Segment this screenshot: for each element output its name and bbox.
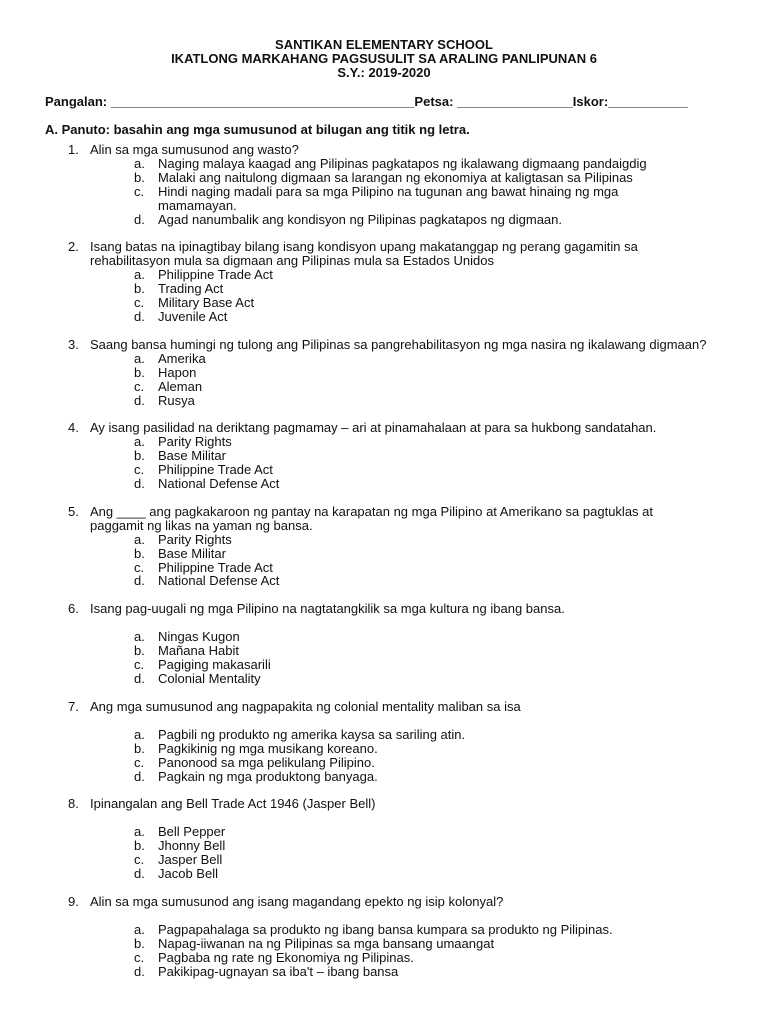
option-text: Pagkain ng mga produktong banyaga. [158,768,378,784]
school-year: S.Y.: 2019-2020 [337,65,431,80]
option-d[interactable] [134,392,698,408]
option-d[interactable] [134,308,698,324]
option-letter: c. [134,754,145,770]
option-letter: c. [134,657,145,673]
option-text: Panonood sa mga pelikulang Pilipino. [158,754,375,770]
option-a[interactable] [134,155,698,171]
option-list [0,268,768,324]
question-5 [0,505,768,588]
option-a[interactable] [134,629,698,645]
option-list [0,728,768,784]
option-text: Mañana Habit [158,643,239,659]
option-text: Parity Rights [158,531,232,547]
question-text: Ang mga sumusunod ang nagpapakita ng colonial mentality maliban sa isa [90,698,521,714]
option-letter: b. [134,935,145,951]
option-text: Agad nanumbalik ang kondisyon ng Pilipinas pagkatapos ng digmaan. [158,211,563,227]
score-field: ___________ [608,94,688,109]
option-b[interactable] [134,448,698,464]
option-letter: a. [134,531,145,547]
option-text: Ningas Kugon [158,629,240,645]
option-text: Jasper Bell [158,852,223,868]
option-letter: c. [134,378,145,394]
option-a[interactable] [134,921,698,937]
option-letter: b. [134,281,145,297]
option-letter: c. [134,295,145,311]
option-text: Philippine Trade Act [158,559,273,575]
option-letter: d. [134,308,145,324]
student-info-line [45,94,688,109]
option-letter: b. [134,364,145,380]
option-b[interactable] [134,169,698,185]
option-b[interactable] [134,740,698,756]
question-2 [0,240,768,323]
option-letter: d. [134,573,145,589]
option-text: Philippine Trade Act [158,462,273,478]
question-list [0,143,768,979]
option-text: Trading Act [158,281,224,297]
question-4 [0,421,768,491]
option-text: Parity Rights [158,434,232,450]
option-text: Hindi naging madali para sa mga Pilipino na tugunan ang bawat hinaing ng mga mamamayan. [158,183,619,213]
option-letter: a. [134,726,145,742]
question-9 [0,895,768,979]
header [0,38,768,80]
option-text: Amerika [158,350,206,366]
date-field: ________________ [457,94,573,109]
option-d[interactable] [134,211,698,227]
option-list [0,352,768,408]
option-text: National Defense Act [158,573,280,589]
question-1 [0,143,768,226]
option-text: National Defense Act [158,476,280,492]
option-c[interactable] [134,183,698,213]
question-3 [0,338,768,408]
option-letter: c. [134,462,145,478]
option-a[interactable] [134,267,698,283]
name-label: Pangalan: [45,94,108,109]
option-text: Colonial Mentality [158,671,261,686]
question-text: Ay isang pasilidad na deriktang pagmamay – ari at pinamahalaan at para sa hukbong sandatahan. [90,420,657,436]
option-text: Pagbili ng produkto ng amerika kaysa sa sariling atin. [158,726,466,742]
option-b[interactable] [134,838,698,854]
option-list [0,825,768,881]
option-letter: c. [134,949,145,965]
option-text: Pagbaba ng rate ng Ekonomiya ng Pilipinas. [158,949,414,965]
option-d[interactable] [134,963,698,979]
option-letter: c. [134,852,145,868]
option-c[interactable] [134,559,698,575]
option-d[interactable] [134,768,698,784]
option-letter: c. [134,183,145,199]
question-7 [0,700,768,784]
option-text: Military Base Act [158,295,255,311]
option-list [0,533,768,589]
question-number: 3. [68,336,79,352]
question-8 [0,797,768,881]
exam-title: IKATLONG MARKAHANG PAGSUSULIT SA ARALING PANLIPUNAN 6 [171,51,597,66]
option-list [0,435,768,491]
option-c[interactable] [134,754,698,770]
question-text: Saang bansa humingi ng tulong ang Pilipinas sa pangrehabilitasyon ng mga nasira ng ikalawang digmaan? [90,336,707,352]
option-letter: d. [134,211,145,227]
option-letter: a. [134,267,145,283]
question-number: 6. [68,601,79,617]
option-c[interactable] [134,378,698,394]
name-field: __________________________________________ [110,94,415,109]
question-text: Alin sa mga sumusunod ang isang magandang epekto ng isip kolonyal? [90,893,504,909]
option-text: Pakikipag-ugnayan sa iba't – ibang bansa [158,963,399,979]
option-text: Hapon [158,364,197,380]
question-6 [0,602,768,686]
option-letter: b. [134,643,145,659]
question-number: 2. [68,239,79,255]
question-number: 9. [68,893,79,909]
option-text: Pagkikinig ng mga musikang koreano. [158,740,378,756]
option-letter: d. [134,768,145,784]
option-b[interactable] [134,364,698,380]
option-d[interactable] [134,671,698,686]
option-a[interactable] [134,350,698,366]
option-letter: b. [134,545,145,561]
option-text: Rusya [158,392,195,408]
option-letter: d. [134,476,145,492]
score-label: Iskor: [572,94,609,109]
option-letter: d. [134,392,145,408]
option-c[interactable] [134,295,698,311]
option-a[interactable] [134,726,698,742]
option-b[interactable] [134,545,698,561]
question-number: 7. [68,698,79,714]
option-letter: a. [134,434,145,450]
question-text: Alin sa mga sumusunod ang wasto? [90,142,299,157]
question-number: 4. [68,420,79,436]
option-a[interactable] [134,531,698,547]
question-number: 5. [68,503,79,519]
option-b[interactable] [134,935,698,951]
date-label: Petsa: [414,94,454,109]
option-text: Jacob Bell [158,866,218,882]
option-letter: b. [134,838,145,854]
option-text: Pagpapahalaga sa produkto ng ibang bansa kumpara sa produkto ng Pilipinas. [158,921,613,937]
option-d[interactable] [134,866,698,882]
option-d[interactable] [134,573,698,589]
option-b[interactable] [134,643,698,659]
option-letter: a. [134,350,145,366]
option-b[interactable] [134,281,698,297]
option-letter: c. [134,559,145,575]
option-letter: a. [134,824,145,840]
option-letter: d. [134,866,145,882]
option-a[interactable] [134,824,698,840]
option-list [0,923,768,979]
option-text: Pagiging makasarili [158,657,271,673]
option-text: Napag-iiwanan na ng Pilipinas sa mga bansang umaangat [158,935,495,951]
option-letter: d. [134,671,145,686]
option-text: Bell Pepper [158,824,226,840]
option-d[interactable] [134,476,698,492]
option-a[interactable] [134,434,698,450]
question-text: Isang batas na ipinagtibay bilang isang kondisyon upang makatanggap ng perang gagamitin sa rehabilitasyon mula sa digmaan ang Pilipinas mula sa Estados Unidos [90,239,638,269]
option-text: Philippine Trade Act [158,267,273,283]
question-text: Ipinangalan ang Bell Trade Act 1946 (Jasper Bell) [90,796,376,812]
option-list [0,630,768,686]
option-c[interactable] [134,657,698,673]
question-text: Ang ____ ang pagkakaroon ng pantay na karapatan ng mga Pilipino at Amerikano sa pagtuklas at paggamit ng likas na yaman ng bansa. [90,503,654,533]
question-number: 8. [68,796,79,812]
option-letter: a. [134,155,145,171]
option-c[interactable] [134,949,698,965]
option-text: Naging malaya kaagad ang Pilipinas pagkatapos ng ikalawang digmaang pandaigdig [158,155,647,171]
option-text: Base Militar [158,545,226,561]
option-letter: d. [134,963,145,979]
option-letter: a. [134,921,145,937]
option-text: Malaki ang naitulong digmaan sa larangan ng ekonomiya at kaligtasan sa Pilipinas [158,169,633,185]
option-text: Juvenile Act [158,308,228,324]
option-c[interactable] [134,852,698,868]
option-list [0,157,768,227]
option-letter: b. [134,740,145,756]
question-text: Isang pag-uugali ng mga Pilipino na nagtatangkilik sa mga kultura ng ibang bansa. [90,601,565,617]
option-letter: a. [134,629,145,645]
school-name: SANTIKAN ELEMENTARY SCHOOL [275,37,493,52]
option-text: Aleman [158,378,203,394]
option-text: Jhonny Bell [158,838,226,854]
option-letter: b. [134,448,145,464]
option-text: Base Militar [158,448,226,464]
instructions: A. Panuto: basahin ang mga sumusunod at bilugan ang titik ng letra. [45,122,470,137]
question-number: 1. [68,142,79,157]
option-c[interactable] [134,462,698,478]
option-letter: b. [134,169,145,185]
